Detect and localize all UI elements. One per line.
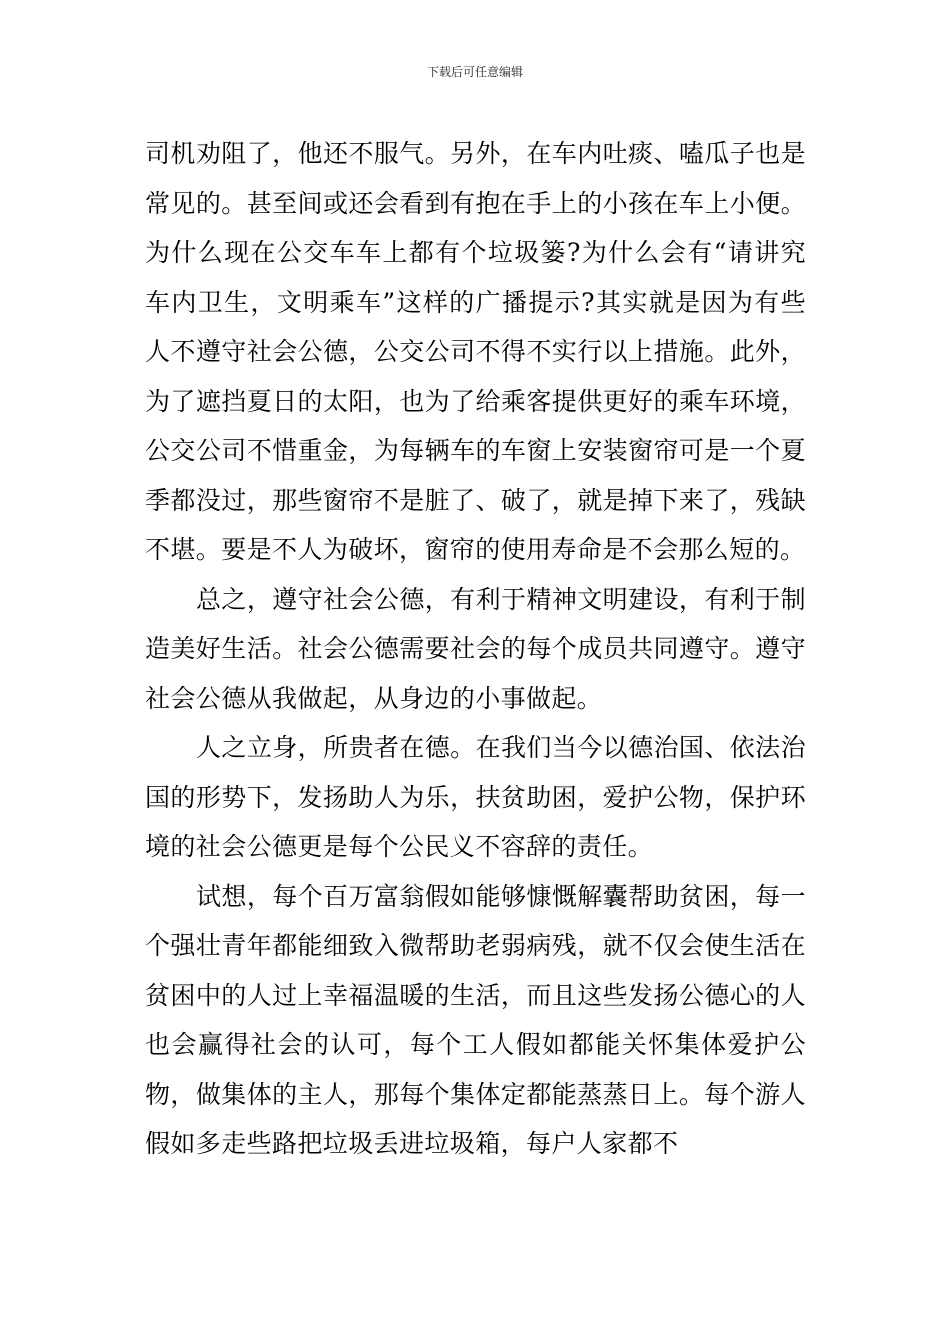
- paragraph-4: 试想，每个百万富翁假如能够慷慨解囊帮助贫困，每一个强壮青年都能细致入微帮助老弱病残，就不仅会使生活在贫困中的人过上幸福温暖的生活，而且这些发扬公德心的人也会赢得社会的认可，每个工人假如都能关怀集体爱护公物，做集体的主人，那每个集体定都能蒸蒸日上。每个游人假如多走些路把垃圾丢进垃圾箱，每户人家都不: [145, 881, 806, 1158]
- paragraph-3: 人之立身，所贵者在德。在我们当今以德治国、依法治国的形势下，发扬助人为乐，扶贫助困，爱护公物，保护环境的社会公德更是每个公民义不容辞的责任。: [145, 733, 806, 861]
- page-header: 下载后可任意编辑: [426, 65, 523, 79]
- document-body: [145, 129, 806, 1169]
- paragraph-2: 总之，遵守社会公德，有利于精神文明建设，有利于制造美好生活。社会公德需要社会的每个成员共同遵守。遵守社会公德从我做起，从身边的小事做起。: [145, 584, 806, 713]
- paragraph-1: 司机劝阻了，他还不服气。另外，在车内吐痰、嗑瓜子也是常见的。甚至间或还会看到有抱在手上的小孩在车上小便。为什么现在公交车车上都有个垃圾篓?为什么会有“请讲究车内卫生，文明乘车”这样的广播提示?其实就是因为有些人不遵守社会公德，公交公司不得不实行以上措施。此外，为了遮挡夏日的太阳，也为了给乘客提供更好的乘车环境，公交公司不惜重金，为每辆车的车窗上安装窗帘可是一个夏季都没过，那些窗帘不是脏了、破了，就是掉下来了，残缺不堪。要是不人为破坏，窗帘的使用寿命是不会那么短的。: [145, 139, 806, 564]
